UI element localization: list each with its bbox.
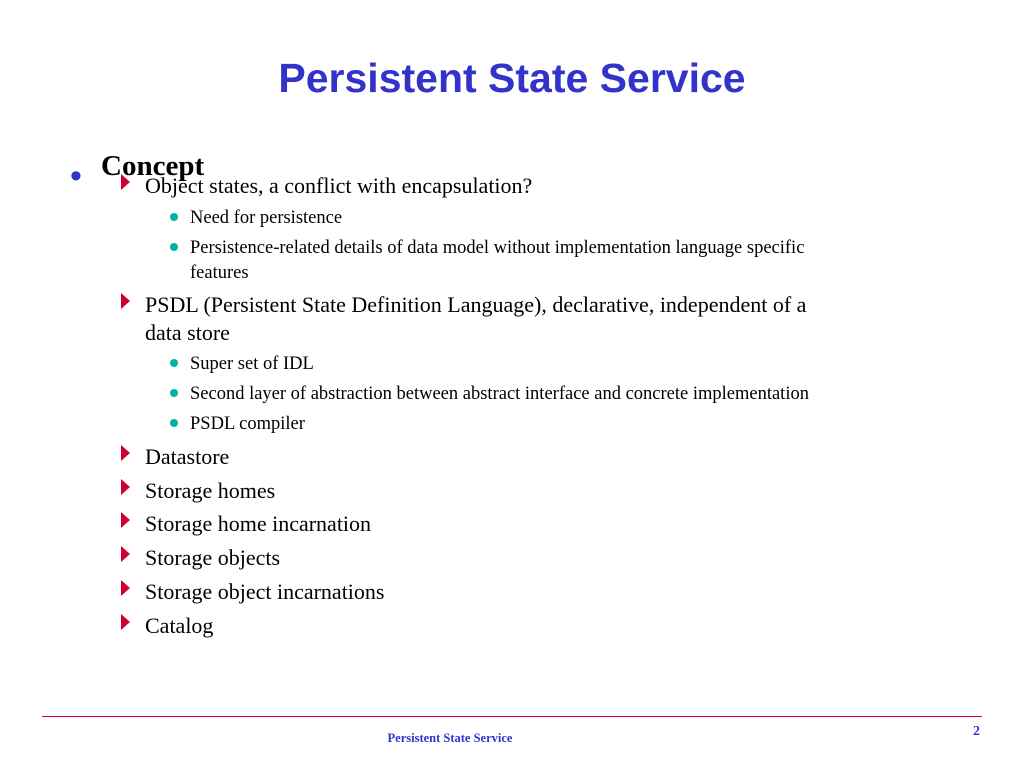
bullet-text: Super set of IDL <box>190 354 314 374</box>
triangle-bullet-icon <box>121 614 130 630</box>
bullet-text: Storage home incarnation <box>145 511 372 536</box>
dot-bullet-icon <box>170 419 178 427</box>
triangle-bullet-icon <box>121 293 130 309</box>
triangle-bullet-icon <box>121 445 130 461</box>
bullet-text-continued: data store <box>145 320 230 345</box>
slide-title: Persistent State Service <box>278 55 746 101</box>
bullet-text: Second layer of abstraction between abstract interface and concrete implementation <box>190 384 809 404</box>
bullet-text: PSDL compiler <box>190 414 305 434</box>
bullet-text: PSDL (Persistent State Definition Language), declarative, independent of a <box>145 292 807 317</box>
bullet-text-continued: features <box>190 263 249 283</box>
dot-bullet-icon <box>170 359 178 367</box>
bullet-text: Datastore <box>145 444 230 469</box>
page-number: 2 <box>973 724 980 739</box>
bullet-text: Storage objects <box>145 545 281 570</box>
triangle-bullet-icon <box>121 546 130 562</box>
triangle-bullet-icon <box>121 580 130 596</box>
footer-title: Persistent State Service <box>387 731 513 745</box>
triangle-bullet-icon <box>121 479 130 495</box>
round-bullet-icon: • <box>70 157 82 195</box>
bullet-text: Need for persistence <box>190 208 343 228</box>
triangle-bullet-icon <box>121 174 130 190</box>
dot-bullet-icon <box>170 243 178 251</box>
bullet-text: Storage homes <box>145 478 276 503</box>
bullet-text: Concept <box>101 150 205 182</box>
bullet-text: Object states, a conflict with encapsulation? <box>145 173 533 198</box>
dot-bullet-icon <box>170 389 178 397</box>
dot-bullet-icon <box>170 213 178 221</box>
bullet-text: Catalog <box>145 613 214 638</box>
bullet-text: Storage object incarnations <box>145 579 385 604</box>
bullet-text: Persistence-related details of data model without implementation language specific <box>190 238 805 258</box>
triangle-bullet-icon <box>121 512 130 528</box>
footer-divider <box>42 716 982 717</box>
